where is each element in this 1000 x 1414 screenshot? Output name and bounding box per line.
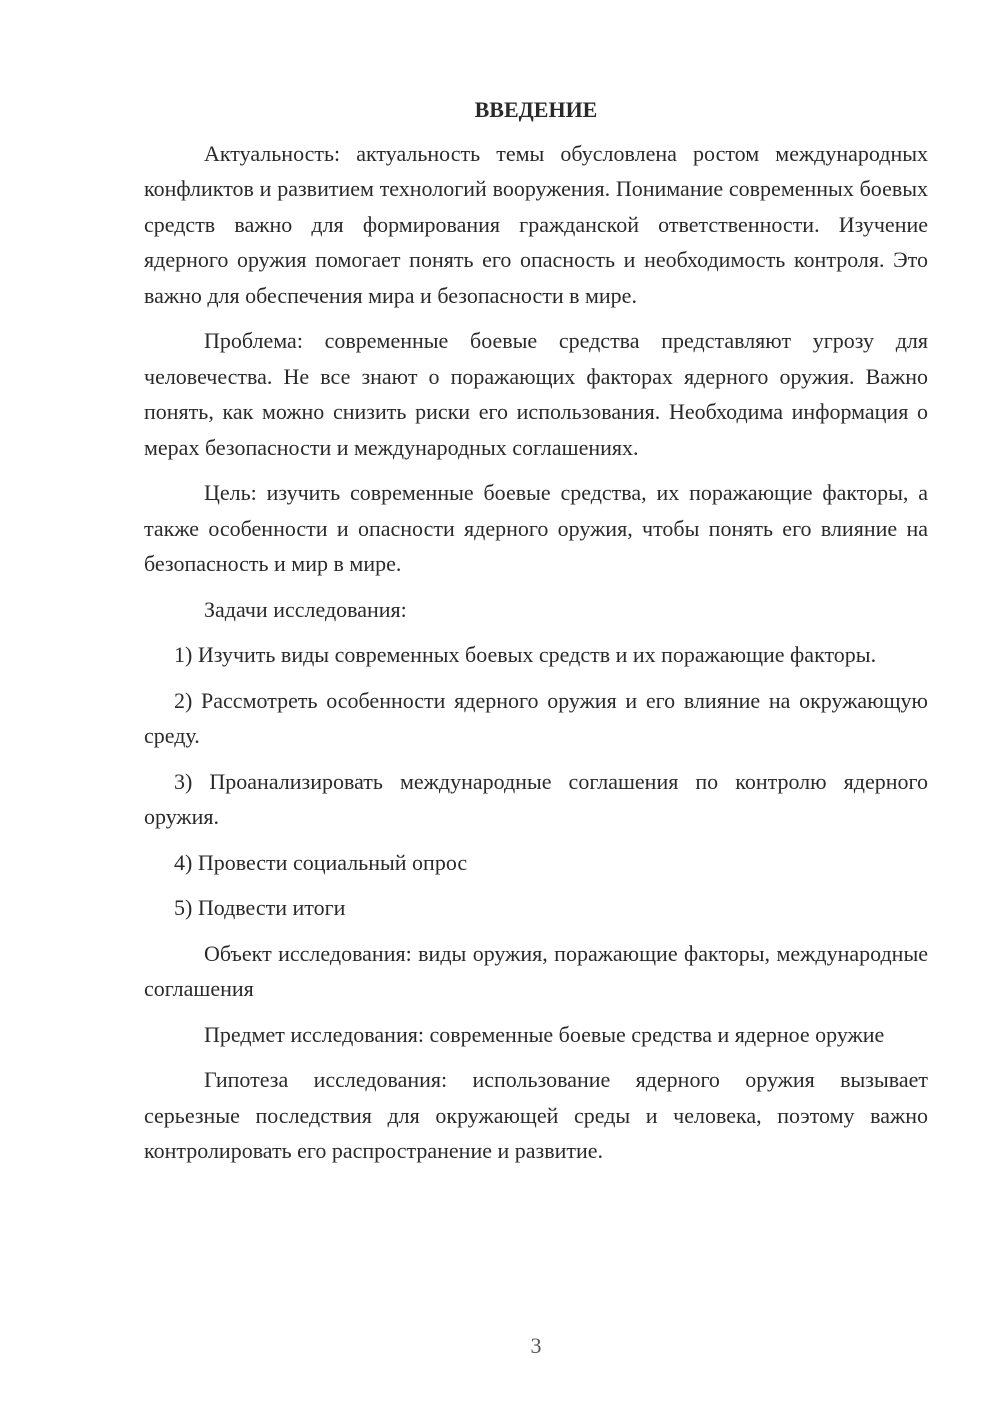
task-item-3: 3) Проанализировать международные соглашения по контролю ядерного оружия.	[144, 768, 928, 829]
research-subject-paragraph: Предмет исследования: современные боевые средства и ядерное оружие	[204, 1021, 885, 1047]
relevance-paragraph: Актуальность: актуальность темы обусловлена ростом международных конфликтов и развитием технологий вооружения. Понимание современных боевых средств важно для формирования гражданской ответственности. Изучение ядерного оружия помогает понять его опасность и необходимость контроля. Это важно для обеспечения мира и безопасности в мире.	[144, 140, 928, 308]
task-item-5: 5) Подвести итоги	[174, 895, 346, 920]
research-object-paragraph: Объект исследования: виды оружия, поражающие факторы, международные соглашения	[144, 940, 928, 1001]
page-number: 3	[530, 1333, 542, 1358]
tasks-heading: Задачи исследования:	[204, 596, 407, 622]
hypothesis-paragraph: Гипотеза исследования: использование ядерного оружия вызывает серьезные последствия для окружающей среды и человека, поэтому важно контролировать его распространение и развитие.	[144, 1067, 928, 1163]
problem-paragraph: Проблема: современные боевые средства представляют угрозу для человечества. Не все знают о поражающих факторах ядерного оружия. Важно понять, как можно снизить риски его использования. Необходима информация о мерах безопасности и международных соглашениях.	[144, 328, 928, 460]
task-item-2: 2) Рассмотреть особенности ядерного оружия и его влияние на окружающую среду.	[144, 687, 928, 748]
task-item-4: 4) Провести социальный опрос	[174, 849, 468, 875]
goal-paragraph: Цель: изучить современные боевые средства, их поражающие факторы, а также особенности и опасности ядерного оружия, чтобы понять его влияние на безопасность и мир в мире.	[144, 480, 928, 576]
page-title: ВВЕДЕНИЕ	[474, 97, 598, 122]
task-item-1: 1) Изучить виды современных боевых средств и их поражающие факторы.	[174, 642, 877, 667]
page-content	[144, 92, 928, 1179]
